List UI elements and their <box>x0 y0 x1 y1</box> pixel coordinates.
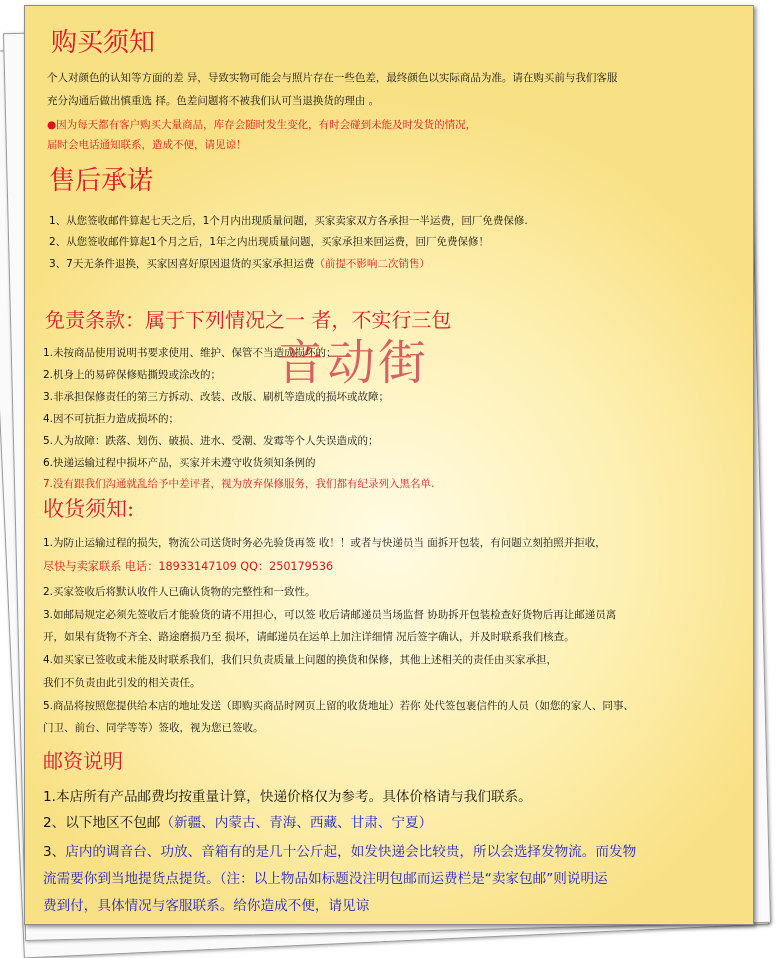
disclaimer-item-6: 6.快递运输过程中损坏产品，买家并未遵守收货须知条例的 <box>43 457 316 469</box>
postage-line-3a-text: 店内的调音台、功放、音箱有的是几十公斤起，如发快递会比较贵，所以会选择发物流。而发物 <box>65 844 637 860</box>
receiving-line-2: 2.买家签收后将默认收件人已确认货物的完整性和一致性。 <box>43 586 316 598</box>
notice-paper <box>24 5 754 925</box>
receiving-line-5a: 5.商品将按照您提供给本店的地址发送（即购买商品时网页上留的收货地址）若你 处代签包裹信件的人员（如您的家人、同事、 <box>43 700 634 712</box>
disclaimer-item-1: 1.未按商品使用说明书要求使用、维护、保管不当造成损坏的； <box>43 347 337 359</box>
after-sales-line-3 <box>49 256 430 271</box>
disclaimer-item-2: 2.机身上的易碎保修贴撕毁或涂改的； <box>43 369 222 381</box>
postage-title: 邮资说明 <box>43 749 123 773</box>
after-sales-line-3-text: 3、7天无条件退换，买家因喜好原因退货的买家承担运费 <box>49 258 315 270</box>
receiving-line-1: 1.为防止运输过程的损失，物流公司送货时务必先验货再签 收！！或者与快递员当 面拆开包装，有问题立刻拍照并拒收， <box>43 537 606 549</box>
disclaimer-title: 免责条款：属于下列情况之一 者，不实行三包 <box>45 308 452 332</box>
receiving-line-3b: 开，如果有货物不齐全、路途磨损乃至 损坏，请邮递员在运单上加注详细情 况后签字确认，并及时联系我们核查。 <box>43 631 575 643</box>
postage-excluded-regions: （新疆、内蒙古、青海、西藏、甘肃、宁夏） <box>160 815 433 831</box>
receiving-line-5b: 门卫、前台、同学等等）签收，视为您已签收。 <box>43 722 264 734</box>
disclaimer-item-4: 4.因不可抗拒力造成损坏的； <box>43 413 180 425</box>
postage-line-3c: 费到付，具体情况与客服联系。给你造成不便，请见谅 <box>43 898 370 914</box>
postage-line-3b: 流需要你到当地提货点提货。（注：以上物品如标题没注明包邮而运费栏是“卖家包邮”则说明运 <box>43 871 608 887</box>
postage-line-2 <box>43 811 432 831</box>
receiving-line-4a: 4.如买家已签收或未能及时联系我们，我们只负责质量上问题的换货和保修，其他上述相关的责任由买家承担， <box>43 654 558 666</box>
seller-contact-line: 尽快与卖家联系 电话：18933147109 QQ：250179536 <box>43 560 334 573</box>
receiving-line-3a: 3.如邮局规定必须先签收后才能验货的请不用担心，可以签 收后请邮递员当场监督 协助拆开包装检查好货物后再让邮递员离 <box>43 609 617 621</box>
postage-line-3-number: 3、 <box>43 844 66 860</box>
purchase-notice-stock-warning: ●因为每天都有客户购买大量商品，库存会随时发生变化，有时会碰到未能及时发货的情况， <box>47 119 477 131</box>
disclaimer-item-5: 5.人为故障：跌落、划伤、破损、进水、受潮、发霉等个人失误造成的； <box>43 435 379 447</box>
disclaimer-item-7: 7.没有跟我们沟通就乱给予中差评者，视为放弃保修服务，我们都有纪录列入黑名单. <box>43 478 435 490</box>
postage-line-3a <box>43 840 636 860</box>
after-sales-resale-note: （前提不影响二次销售） <box>314 258 430 270</box>
store-watermark: 音动街 <box>276 335 430 391</box>
after-sales-line-1: 1、从您签收邮件算起七天之后，1个月内出现质量问题，买家卖家双方各承担一半运费，回厂免费保修. <box>49 215 528 227</box>
purchase-notice-line-1: 个人对颜色的认知等方面的差 异，导致实物可能会与照片存在一些色差，最终颜色以实际商品为准。请在购买前与我们客服 <box>47 72 618 84</box>
purchase-notice-apology: 届时会电话通知联系，造成不便，请见谅！ <box>47 139 247 151</box>
after-sales-line-2: 2、从您签收邮件算起1个月之后，1年之内出现质量问题，买家承担来回运费，回厂免费保修！ <box>49 236 490 248</box>
receiving-line-4b: 我们不负责由此引发的相关责任。 <box>43 677 201 689</box>
receiving-title: 收货须知: <box>43 497 135 521</box>
after-sales-title: 售后承诺 <box>49 166 154 196</box>
purchase-notice-title: 购买须知 <box>51 28 156 58</box>
disclaimer-item-3: 3.非承担保修责任的第三方拆动、改装、改版、刷机等造成的损坏或故障； <box>43 391 390 403</box>
postage-no-free-shipping: 2、以下地区不包邮 <box>43 815 161 831</box>
purchase-notice-line-2: 充分沟通后做出慎重选 择。色差问题将不被我们认可当退换货的理由 。 <box>47 95 380 107</box>
postage-line-1: 1.本店所有产品邮费均按重量计算，快递价格仅为参考。具体价格请与我们联系。 <box>43 789 532 805</box>
